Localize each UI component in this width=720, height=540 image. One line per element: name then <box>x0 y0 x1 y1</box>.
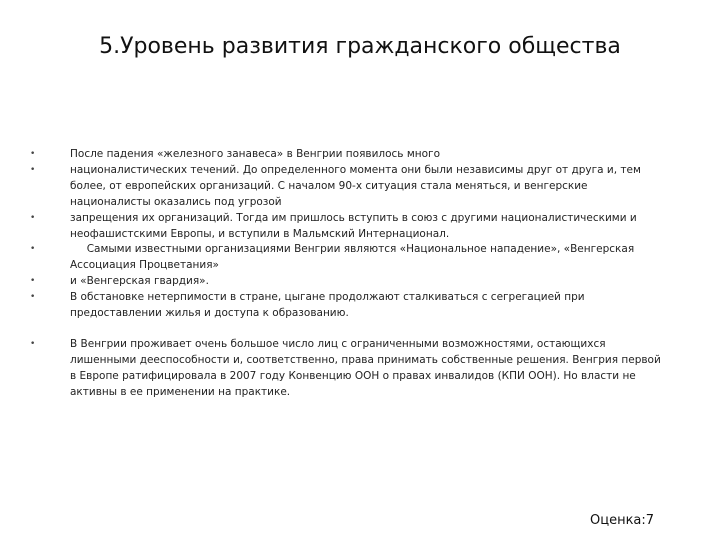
bullet-icon: • <box>30 276 36 287</box>
slide-title: 5.Уровень развития гражданского общества <box>99 34 621 59</box>
bullet-text: националистических течений. До определенного момента они были независимы друг от друга и, тем более, от европейских организаций. С началом 90-х ситуация стала меняться, и венгерские националисты оказались под угрозой <box>70 163 641 208</box>
bullet-text: После падения «железного занавеса» в Венгрии появилось много <box>70 148 440 160</box>
bullet-item <box>30 147 670 163</box>
bullet-text: запрещения их организаций. Тогда им пришлось вступить в союз с другими националистическими и неофашистскими Европы, и вступили в Мальмский Интернационал. <box>70 211 637 240</box>
bullet-text: Самыми известными организациями Венгрии являются «Национальное нападение», «Венгерская Ассоциация Процветания» <box>70 243 638 272</box>
bullet-icon: • <box>30 338 36 349</box>
bullet-item <box>30 274 670 290</box>
bullet-item <box>30 163 670 211</box>
bullet-item <box>30 290 670 322</box>
bullet-icon: • <box>30 212 36 223</box>
bullet-text: и «Венгерская гвардия». <box>70 275 209 288</box>
bullet-icon: • <box>30 149 36 159</box>
bullet-text: В обстановке нетерпимости в стране, цыгане продолжают сталкиваться с сегрегацией при предоставлении жилья и доступа к образованию. <box>70 291 585 320</box>
score-label: Оценка:7 <box>590 513 655 528</box>
bullet-icon: • <box>30 292 36 303</box>
bullet-item <box>30 337 670 401</box>
body-bullet-list <box>30 147 670 401</box>
bullet-item <box>30 242 670 274</box>
bullet-icon: • <box>30 244 36 255</box>
bullet-icon: • <box>30 164 36 175</box>
bullet-text: В Венгрии проживает очень большое число лиц с ограниченными возможностями, остающихся лишенными дееспособности и, соответственно, права принимать собственные решения. Венгрия первой в Европе ратифицировала в 2007 году Конвенцию ООН о правах инвалидов (КПИ ООН). Но власти не активны в ее применении на практике. <box>70 337 661 398</box>
bullet-item <box>30 211 670 243</box>
